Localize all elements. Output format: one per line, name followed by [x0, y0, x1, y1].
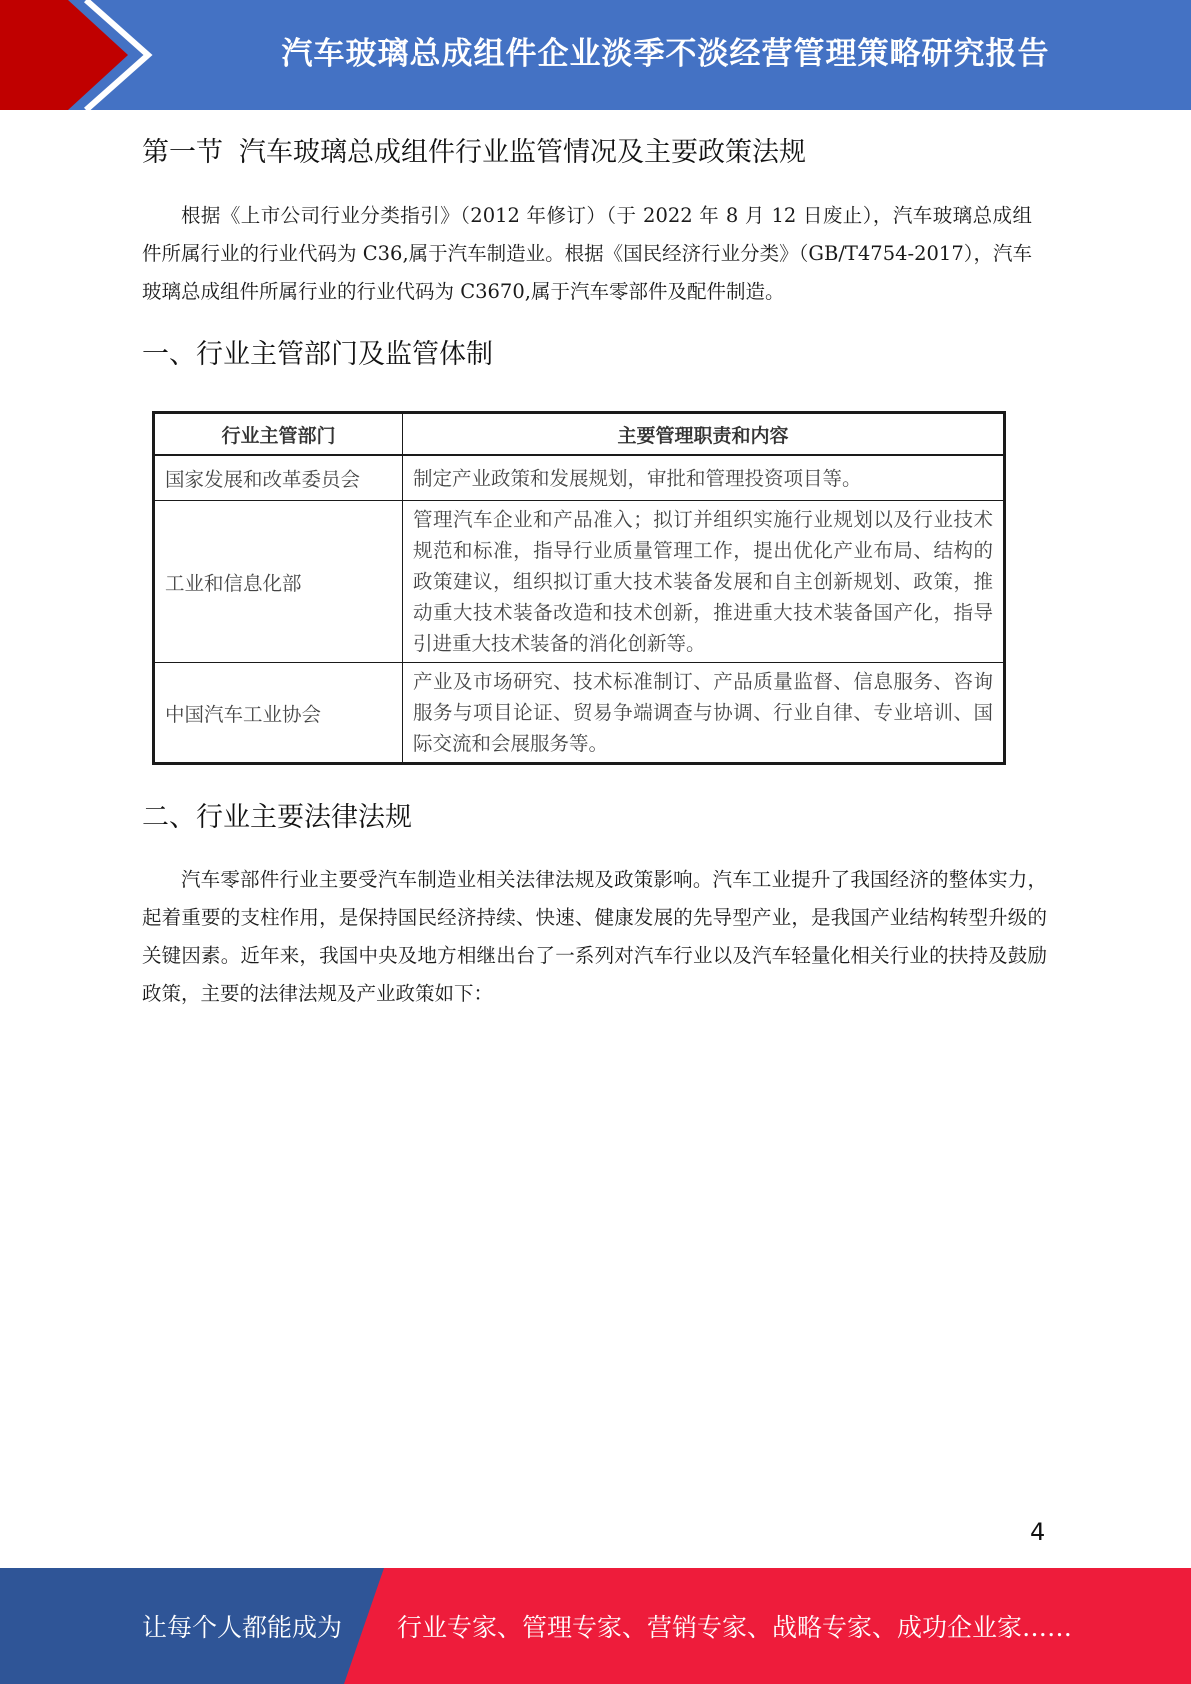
intro-paragraph: 根据《上市公司行业分类指引》（2012 年修订）（于 2022 年 8 月 12 日废止），汽车玻璃总成组件所属行业的行业代码为 C36,属于汽车制造业。根据《国民经济行业分类》（GB/T4754-2017），汽车玻璃总成组件所属行业的行业代码为 C3670,属于汽车零部件及配件制造。 [142, 204, 1032, 303]
table-header-dept: 行业主管部门 [154, 413, 403, 456]
section-title: 汽车玻璃总成组件行业监管情况及主要政策法规 [239, 137, 806, 168]
header-arrow-decoration [0, 0, 160, 110]
report-title: 汽车玻璃总成组件企业淡季不淡经营管理策略研究报告 [281, 35, 1050, 72]
header-banner [0, 0, 1191, 110]
subsection-heading-regulators: 一、行业主管部门及监管体制 [142, 339, 493, 370]
table-cell-dept: 中国汽车工业协会 [154, 663, 403, 764]
subsection-heading-laws: 二、行业主要法律法规 [142, 802, 412, 833]
footer-slogan-right: 行业专家、管理专家、营销专家、战略专家、成功企业家…… [397, 1613, 1073, 1642]
table-cell-dept: 工业和信息化部 [154, 501, 403, 663]
table-cell-duty: 制定产业政策和发展规划，审批和管理投资项目等。 [403, 455, 1005, 501]
table-header-row [154, 413, 1005, 456]
section-number: 第一节 [142, 137, 223, 168]
table-cell-duty: 管理汽车企业和产品准入；拟订并组织实施行业规划以及行业技术规范和标准，指导行业质量管理工作，提出优化产业布局、结构的政策建议，组织拟订重大技术装备发展和自主创新规划、政策，推动重大技术装备改造和技术创新，推进重大技术装备国产化，指导引进重大技术装备的消化创新等。 [403, 501, 1005, 663]
footer-slogan-left: 让每个人都能成为 [142, 1613, 343, 1642]
page-number: 4 [1030, 1518, 1046, 1546]
table-cell-duty: 产业及市场研究、技术标准制订、产品质量监督、信息服务、咨询 服务与项目论证、贸易争端调查与协调、行业自律、专业培训、国际交流和会展服务等。 [403, 663, 1005, 764]
regulators-table [152, 411, 1006, 765]
laws-paragraph: 汽车零部件行业主要受汽车制造业相关法律法规及政策影响。汽车工业提升了我国经济的整体实力，起着重要的支柱作用，是保持国民经济持续、快速、健康发展的先导型产业，是我国产业结构转型升级的关键因素。近年来，我国中央及地方相继出台了一系列对汽车行业以及汽车轻量化相关行业的扶持及鼓励政策，主要的法律法规及产业政策如下： [142, 868, 1047, 1005]
section-heading [142, 130, 806, 169]
table-row [154, 663, 1005, 764]
table-cell-dept: 国家发展和改革委员会 [154, 455, 403, 501]
table-row [154, 501, 1005, 663]
footer-banner [0, 1568, 1191, 1684]
table-row [154, 455, 1005, 501]
table-header-duty: 主要管理职责和内容 [403, 413, 1005, 456]
